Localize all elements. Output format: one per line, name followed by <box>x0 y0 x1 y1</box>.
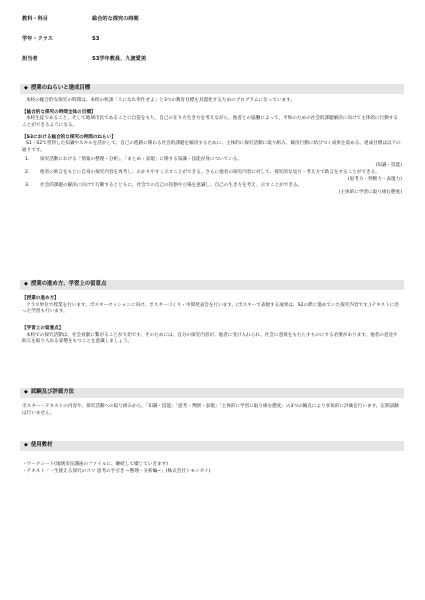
list-item: ・テキスト「一生使える探究のコツ 思考の手引き ~整理・分析編~」(株式会社トモノカイ) <box>22 468 211 474</box>
section-title: 授業のねらいと達成目標 <box>30 85 91 92</box>
progress-text: クラス単位で授業を行います。ポスターセッションに向け、ポスターづくり・中間発表会を行います。(ポスターで表現する成果は、S2の際に進めていた探究内容です。)テキストに沿った学習も行います。 <box>22 302 399 315</box>
meta-label: 教科・科目 <box>22 16 48 22</box>
section-title: 試験及び評価方法 <box>30 389 74 396</box>
section-heading-aims <box>20 84 404 94</box>
meta-value: S3 <box>92 36 100 42</box>
diamond-icon: ◆ <box>24 389 28 396</box>
eval-body <box>22 404 402 417</box>
diamond-icon: ◆ <box>24 85 28 92</box>
list-item <box>22 157 402 170</box>
overall-goal-text: 本校生徒であること、そして地域市民であることに自覚をもち、自己の在り方生き方を考えながら、他者との協働によって、平和のための社会的課題解決に向けて主体的に行動することができるようになる。 <box>22 116 399 128</box>
goal-number: 2. <box>25 169 30 175</box>
aims-intro: 本校の総合的な探究の時間は、本校の校訓「人になれ奉仕せよ」と3つの教育目標を具現化するためのプログラムになっています。 <box>26 98 295 103</box>
goal-text: 社会的課題の解決に向けて行動するとともに、社会での自己の役割や立場を意識し、自己の生き方を考え、示すことができる。 <box>40 183 303 189</box>
aims-body <box>22 98 402 197</box>
list-item <box>22 183 402 196</box>
diamond-icon: ◆ <box>24 442 28 449</box>
goal-number: 3. <box>25 183 30 189</box>
section-title: 使用教材 <box>30 442 53 449</box>
meta-row-subject <box>22 16 146 36</box>
materials-body <box>22 462 402 475</box>
goals-list <box>22 157 402 197</box>
meta-label: 学年・クラス <box>22 36 53 42</box>
meta-label: 担当者 <box>22 56 38 62</box>
eval-text: ポスター・テキストの内容や、探究活動への取り組みから、「知識・技能」「思考・判断・表現」「主体的に学習に取り組む態度」の3つの観点により多角的に評価を行います。定期試験は行いません。 <box>22 404 399 416</box>
goal-text: 他者の助言をもとに自身の探究内容を再考し、わかりやすく示すことができる。さらに他者の探究内容に対して、探究的な見方・考え方で助言をすることができる。 <box>40 169 380 175</box>
goal-tag: (主体的に学習に取り組む態度) <box>338 189 402 195</box>
goal-text: 探究活動における「情報の整理・分析」、「まとめ・表現」に関する知識・技能が身についている。 <box>40 156 243 162</box>
goal-number: 1. <box>25 156 30 162</box>
notes-text: 本校での探究活動は、社会貢献に繋がることが大切です。そのためには、自分の探究内容が、他者に受け入れられ、社会に意義をもたらすものにする必要があります。他者の意見や助言を取り入れる姿勢をもつことを意識しましょう。 <box>22 332 398 345</box>
s3-aim-title: 【S3における総合的な探究の時間のねらい】 <box>22 134 116 140</box>
goal-tag: (知識・技能) <box>375 163 402 169</box>
notes-title: 【学習上の留意点】 <box>22 325 64 331</box>
method-body <box>22 296 402 346</box>
progress-title: 【授業の進め方】 <box>22 296 59 301</box>
meta-value: 総合的な探究の時間 <box>92 16 139 22</box>
meta-row-teacher <box>22 56 146 76</box>
section-title: 授業の進め方、学習上の留意点 <box>30 281 107 288</box>
goal-tag: (思考力・判断力・表現力) <box>347 176 402 182</box>
section-heading-eval <box>20 388 404 398</box>
meta-row-class <box>22 36 146 56</box>
materials-list <box>22 462 402 475</box>
s3-aim-text: S1・S2で習得した知識やスキルを活かして、自己の進路に関わる社会的課題を解決するために、主体的に探究活動に取り組み、解決行動に結びつく成果を収める。達成目標は以下の通りです。 <box>22 141 401 153</box>
meta-value: S3学年教員、九渡愛美 <box>92 56 147 62</box>
section-heading-materials <box>20 441 404 451</box>
section-heading-method <box>20 280 404 290</box>
diamond-icon: ◆ <box>24 281 28 288</box>
course-meta <box>22 16 146 76</box>
list-item <box>22 170 402 183</box>
list-item: ・ワークシート(地域市民講座のファイルに、継続して綴じていきます) <box>22 462 168 467</box>
overall-goal-title: 【総合的な探究の時間全体の目標】 <box>22 109 96 115</box>
